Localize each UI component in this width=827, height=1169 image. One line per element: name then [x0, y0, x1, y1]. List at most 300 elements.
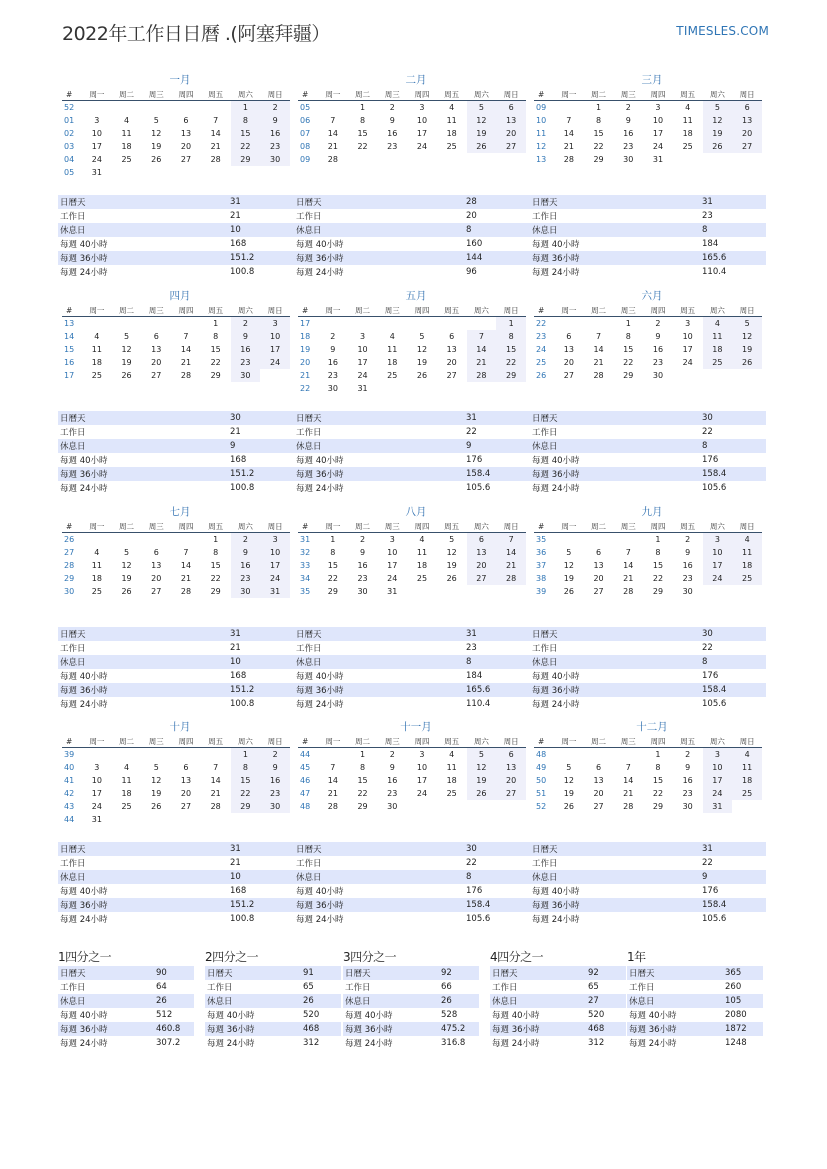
day-cell: 26 — [121, 587, 132, 596]
weekday-header: 周五 — [437, 735, 467, 748]
week-number: 34 — [300, 574, 311, 583]
day-cell: 7 — [625, 548, 631, 557]
empty-day-cell — [407, 800, 437, 813]
day-cell: 11 — [387, 345, 398, 354]
day-cell: 14 — [327, 129, 338, 138]
week-row — [298, 369, 526, 382]
stat-label: 工作日 — [492, 983, 518, 993]
day-cell: 26 — [416, 371, 428, 380]
stat-value: 176 — [466, 455, 483, 465]
stat-value: 31 — [464, 627, 530, 641]
stat-value: 8 — [700, 655, 766, 669]
day-cell: 25 — [682, 142, 693, 151]
stat-label: 工作日 — [207, 983, 233, 993]
stat-label: 每週 40小時 — [60, 887, 108, 897]
day-cell: 31 — [260, 585, 290, 598]
week-number-header: # — [62, 735, 82, 748]
stat-row — [343, 1022, 479, 1036]
week-number: 08 — [300, 142, 311, 151]
stat-value: 151.2 — [228, 898, 294, 912]
day-cell: 25 — [446, 789, 457, 798]
day-cell: 12 — [416, 345, 428, 354]
day-cell: 9 — [389, 116, 395, 125]
day-cell: 27 — [467, 572, 497, 585]
day-cell: 18 — [416, 561, 428, 570]
day-cell: 15 — [327, 561, 338, 570]
day-cell: 13 — [496, 114, 526, 127]
empty-day-cell — [318, 101, 348, 115]
month-grid — [298, 520, 526, 598]
day-cell: 15 — [231, 774, 261, 787]
day-cell: 20 — [180, 789, 192, 798]
stat-value: 307.2 — [156, 1038, 181, 1048]
stat-row — [294, 425, 530, 439]
day-cell: 20 — [151, 358, 162, 367]
week-row — [534, 533, 762, 547]
weekday-header: 周四 — [171, 735, 201, 748]
weekday-header: 周日 — [496, 304, 526, 317]
stat-value: 64 — [156, 982, 167, 992]
week-row — [62, 114, 290, 127]
stat-label: 休息日 — [294, 870, 464, 884]
week-number: 09 — [536, 103, 547, 112]
month-stats — [58, 195, 294, 279]
day-cell: 12 — [703, 114, 733, 127]
stat-row — [530, 453, 766, 467]
week-row — [62, 166, 290, 179]
stat-row — [294, 237, 530, 251]
day-cell: 24 — [91, 155, 102, 164]
day-cell: 5 — [449, 535, 455, 544]
stat-label: 休息日 — [530, 439, 700, 453]
day-cell: 6 — [449, 332, 455, 341]
week-number: 35 — [300, 587, 311, 596]
stat-row — [58, 856, 294, 870]
week-number: 09 — [300, 155, 311, 164]
day-cell: 14 — [210, 776, 221, 785]
empty-day-cell — [201, 101, 231, 115]
week-number: 26 — [536, 371, 547, 380]
day-cell: 18 — [121, 789, 132, 798]
day-cell: 16 — [387, 776, 398, 785]
day-cell: 28 — [327, 155, 338, 164]
week-number: 04 — [64, 155, 75, 164]
stat-label: 休息日 — [294, 223, 464, 237]
weekday-header: 周二 — [112, 88, 142, 101]
day-cell: 5 — [566, 548, 572, 557]
week-number: 48 — [536, 750, 547, 759]
month-calendar — [298, 719, 526, 813]
stat-value: 10 — [228, 655, 294, 669]
day-cell: 9 — [330, 345, 336, 354]
weekday-header: 周二 — [584, 520, 614, 533]
day-cell: 8 — [360, 116, 366, 125]
stat-value: 65 — [303, 982, 314, 992]
week-number: 33 — [300, 561, 311, 570]
week-number: 40 — [64, 763, 75, 772]
day-cell: 2 — [231, 533, 261, 547]
week-number: 13 — [64, 319, 75, 328]
stat-row — [58, 237, 294, 251]
weekday-header: 周六 — [231, 520, 261, 533]
day-cell: 28 — [210, 802, 221, 811]
stat-row — [530, 265, 766, 279]
stat-value: 144 — [464, 251, 530, 265]
day-cell: 7 — [213, 116, 219, 125]
stat-label: 每週 24小時 — [207, 1039, 255, 1049]
quarter-stats — [205, 966, 341, 1050]
day-cell: 31 — [703, 800, 733, 813]
empty-day-cell — [141, 748, 171, 762]
day-cell: 2 — [685, 535, 691, 544]
stat-value: 105.6 — [702, 914, 727, 924]
stat-label: 日曆天 — [530, 195, 700, 209]
quarter-title: 1四分之一 — [58, 950, 112, 964]
stat-row — [294, 683, 530, 697]
stat-label: 休息日 — [490, 994, 586, 1008]
empty-day-cell — [496, 800, 526, 813]
stat-row — [58, 669, 294, 683]
stat-row — [294, 223, 530, 237]
day-cell: 18 — [732, 559, 762, 572]
weekday-header: 周三 — [377, 520, 407, 533]
stat-row — [490, 980, 626, 994]
day-cell: 20 — [496, 774, 526, 787]
week-number: 05 — [300, 103, 311, 112]
day-cell: 5 — [732, 317, 762, 331]
day-cell: 3 — [703, 533, 733, 547]
stat-value: 468 — [586, 1022, 626, 1036]
day-cell: 8 — [625, 332, 631, 341]
stat-row — [205, 994, 341, 1008]
stat-value: 105.6 — [702, 699, 727, 709]
stat-row — [58, 265, 294, 279]
weekday-header: 周四 — [407, 304, 437, 317]
day-cell: 11 — [91, 345, 102, 354]
empty-day-cell — [467, 317, 497, 331]
stat-value: 31 — [464, 411, 530, 425]
stat-label: 日曆天 — [627, 966, 723, 980]
day-cell: 21 — [593, 358, 604, 367]
stat-row — [530, 425, 766, 439]
weekday-header: 周六 — [467, 735, 497, 748]
stat-row — [490, 994, 626, 1008]
stat-row — [205, 1022, 341, 1036]
day-cell: 28 — [180, 587, 192, 596]
month-grid — [62, 520, 290, 598]
stat-label: 休息日 — [294, 655, 464, 669]
week-number: 12 — [536, 142, 547, 151]
day-cell: 30 — [231, 585, 261, 598]
week-number: 31 — [300, 535, 311, 544]
stat-label: 每週 36小時 — [205, 1022, 301, 1036]
stat-label: 休息日 — [530, 870, 700, 884]
stat-label: 每週 24小時 — [345, 1039, 393, 1049]
day-cell: 17 — [260, 343, 290, 356]
day-cell: 4 — [124, 116, 130, 125]
empty-day-cell — [377, 153, 407, 166]
stat-label: 工作日 — [532, 859, 558, 869]
day-cell: 28 — [467, 369, 497, 382]
stat-label: 每週 40小時 — [60, 1011, 108, 1021]
week-number-header: # — [534, 735, 554, 748]
week-number-header: # — [298, 304, 318, 317]
day-cell: 3 — [260, 317, 290, 331]
weekday-header: 周五 — [201, 735, 231, 748]
stat-label: 工作日 — [296, 644, 322, 654]
stat-label: 每週 24小時 — [532, 484, 580, 494]
weekday-header: 周四 — [407, 735, 437, 748]
day-cell: 20 — [180, 142, 192, 151]
stat-label: 工作日 — [60, 428, 86, 438]
day-cell: 14 — [623, 776, 634, 785]
stat-row — [294, 697, 530, 711]
empty-day-cell — [613, 533, 643, 547]
stat-row — [58, 655, 294, 669]
empty-day-cell — [171, 813, 201, 826]
weekday-header: 周一 — [554, 304, 584, 317]
stat-label: 工作日 — [532, 428, 558, 438]
quarter-title: 4四分之一 — [490, 950, 544, 964]
stat-label: 日曆天 — [294, 195, 464, 209]
day-cell: 19 — [151, 142, 162, 151]
empty-day-cell — [437, 800, 467, 813]
weekday-header: 周五 — [673, 735, 703, 748]
day-cell: 22 — [231, 140, 261, 153]
stat-row — [58, 209, 294, 223]
day-cell: 28 — [623, 587, 634, 596]
weekday-header: 周四 — [643, 735, 673, 748]
stat-row — [205, 980, 341, 994]
day-cell: 13 — [496, 761, 526, 774]
day-cell: 4 — [685, 103, 691, 112]
stat-value: 528 — [441, 1010, 458, 1020]
stat-row — [627, 1008, 763, 1022]
day-cell: 14 — [467, 343, 497, 356]
day-cell: 10 — [91, 129, 102, 138]
day-cell: 14 — [180, 561, 192, 570]
empty-day-cell — [201, 748, 231, 762]
week-number: 36 — [536, 548, 547, 557]
day-cell: 5 — [419, 332, 425, 341]
day-cell: 14 — [496, 546, 526, 559]
week-row — [534, 140, 762, 153]
weekday-header: 周三 — [613, 88, 643, 101]
stat-value: 520 — [303, 1010, 320, 1020]
stat-label: 工作日 — [296, 428, 322, 438]
day-cell: 26 — [467, 140, 497, 153]
day-cell: 3 — [419, 103, 425, 112]
empty-day-cell — [703, 585, 733, 598]
stat-label: 每週 36小時 — [294, 683, 464, 697]
stat-label: 每週 24小時 — [296, 915, 344, 925]
stat-label: 每週 40小時 — [629, 1011, 677, 1021]
month-calendar — [534, 719, 762, 813]
day-cell: 9 — [260, 761, 290, 774]
weekday-header: 周一 — [554, 88, 584, 101]
stat-row — [58, 439, 294, 453]
day-cell: 20 — [732, 127, 762, 140]
stat-row — [627, 966, 763, 980]
stat-value: 65 — [588, 982, 599, 992]
empty-day-cell — [673, 369, 703, 382]
stat-label: 每週 40小時 — [296, 887, 344, 897]
stat-value: 1872 — [723, 1022, 763, 1036]
day-cell: 15 — [231, 127, 261, 140]
weekday-header: 周二 — [348, 88, 378, 101]
stat-row — [294, 641, 530, 655]
day-cell: 18 — [91, 358, 102, 367]
week-number: 18 — [300, 332, 311, 341]
stat-value: 165.6 — [464, 683, 530, 697]
empty-day-cell — [732, 369, 762, 382]
stat-value: 8 — [464, 870, 530, 884]
day-cell: 16 — [652, 345, 664, 354]
stat-value: 365 — [723, 966, 763, 980]
stat-label: 每週 24小時 — [296, 268, 344, 278]
day-cell: 4 — [703, 317, 733, 331]
day-cell: 7 — [330, 116, 336, 125]
day-cell: 23 — [231, 572, 261, 585]
empty-day-cell — [141, 101, 171, 115]
stat-value: 100.8 — [230, 699, 255, 709]
day-cell: 14 — [180, 345, 192, 354]
week-number: 02 — [64, 129, 75, 138]
day-cell: 11 — [416, 548, 428, 557]
day-cell: 3 — [260, 533, 290, 547]
day-cell: 8 — [213, 548, 219, 557]
day-cell: 15 — [210, 561, 221, 570]
day-cell: 5 — [124, 548, 130, 557]
day-cell: 23 — [387, 789, 398, 798]
quarter-stats — [58, 966, 194, 1050]
weekday-header: 周三 — [141, 88, 171, 101]
weekday-header: 周日 — [260, 520, 290, 533]
empty-day-cell — [407, 382, 437, 395]
month-stats — [294, 195, 530, 279]
day-cell: 5 — [124, 332, 130, 341]
day-cell: 19 — [416, 358, 428, 367]
day-cell: 17 — [703, 774, 733, 787]
month-calendar — [62, 72, 290, 179]
weekday-header: 周二 — [112, 304, 142, 317]
stat-value: 312 — [588, 1038, 605, 1048]
day-cell: 29 — [210, 587, 221, 596]
stat-label: 休息日 — [205, 994, 301, 1008]
day-cell: 30 — [682, 802, 693, 811]
weekday-header: 周五 — [201, 88, 231, 101]
week-row — [534, 559, 762, 572]
week-row — [298, 330, 526, 343]
month-stats — [530, 627, 766, 711]
day-cell: 7 — [330, 763, 336, 772]
stat-row — [627, 980, 763, 994]
day-cell: 5 — [467, 748, 497, 762]
day-cell: 19 — [151, 789, 162, 798]
stat-row — [294, 251, 530, 265]
stat-label: 休息日 — [530, 223, 700, 237]
day-cell: 9 — [231, 546, 261, 559]
stat-value: 100.8 — [230, 267, 255, 277]
week-number: 28 — [64, 561, 75, 570]
stat-row — [530, 209, 766, 223]
day-cell: 31 — [91, 815, 102, 824]
week-row — [298, 761, 526, 774]
weekday-header: 周六 — [231, 304, 261, 317]
month-stats — [294, 411, 530, 495]
month-grid — [62, 735, 290, 826]
stat-row — [58, 425, 294, 439]
day-cell: 4 — [389, 332, 395, 341]
empty-day-cell — [112, 317, 142, 331]
stat-value: 30 — [700, 627, 766, 641]
stat-value: 312 — [303, 1038, 320, 1048]
day-cell: 24 — [703, 787, 733, 800]
empty-day-cell — [82, 101, 112, 115]
stat-value: 23 — [466, 643, 477, 653]
stat-label: 日曆天 — [530, 411, 700, 425]
day-cell: 27 — [593, 802, 604, 811]
day-cell: 23 — [260, 787, 290, 800]
week-row — [298, 787, 526, 800]
stat-label: 每週 40小時 — [532, 887, 580, 897]
day-cell: 16 — [260, 127, 290, 140]
stat-value: 110.4 — [466, 699, 491, 709]
day-cell: 3 — [685, 319, 691, 328]
week-number-header: # — [534, 520, 554, 533]
stat-row — [58, 683, 294, 697]
day-cell: 13 — [467, 546, 497, 559]
day-cell: 23 — [387, 142, 398, 151]
weekday-header: 周二 — [584, 88, 614, 101]
week-row — [62, 101, 290, 115]
day-cell: 2 — [231, 317, 261, 331]
stat-row — [343, 980, 479, 994]
stat-row — [530, 467, 766, 481]
day-cell: 14 — [593, 345, 604, 354]
day-cell: 8 — [596, 116, 602, 125]
stat-value: 158.4 — [700, 683, 766, 697]
day-cell: 15 — [623, 345, 634, 354]
stat-row — [205, 1036, 341, 1050]
stat-value: 151.2 — [228, 683, 294, 697]
day-cell: 13 — [593, 776, 604, 785]
month-calendar — [62, 504, 290, 598]
weekday-header: 周六 — [231, 88, 261, 101]
stat-label: 日曆天 — [58, 627, 228, 641]
day-cell: 15 — [652, 561, 664, 570]
empty-day-cell — [437, 153, 467, 166]
brand-logo-text[interactable]: TIMESLES.COM — [676, 24, 769, 38]
day-cell: 8 — [655, 763, 661, 772]
empty-day-cell — [496, 585, 526, 598]
day-cell: 12 — [446, 548, 457, 557]
month-grid — [298, 735, 526, 813]
stat-value: 26 — [154, 994, 194, 1008]
day-cell: 26 — [563, 587, 574, 596]
stat-label: 每週 36小時 — [343, 1022, 439, 1036]
empty-day-cell — [318, 317, 348, 331]
stat-row — [58, 1008, 194, 1022]
day-cell: 20 — [496, 127, 526, 140]
day-cell: 5 — [467, 101, 497, 115]
day-cell: 9 — [685, 548, 691, 557]
day-cell: 1 — [596, 103, 602, 112]
empty-day-cell — [112, 166, 142, 179]
week-row — [62, 369, 290, 382]
weekday-header: 周二 — [112, 735, 142, 748]
week-number: 21 — [300, 371, 311, 380]
